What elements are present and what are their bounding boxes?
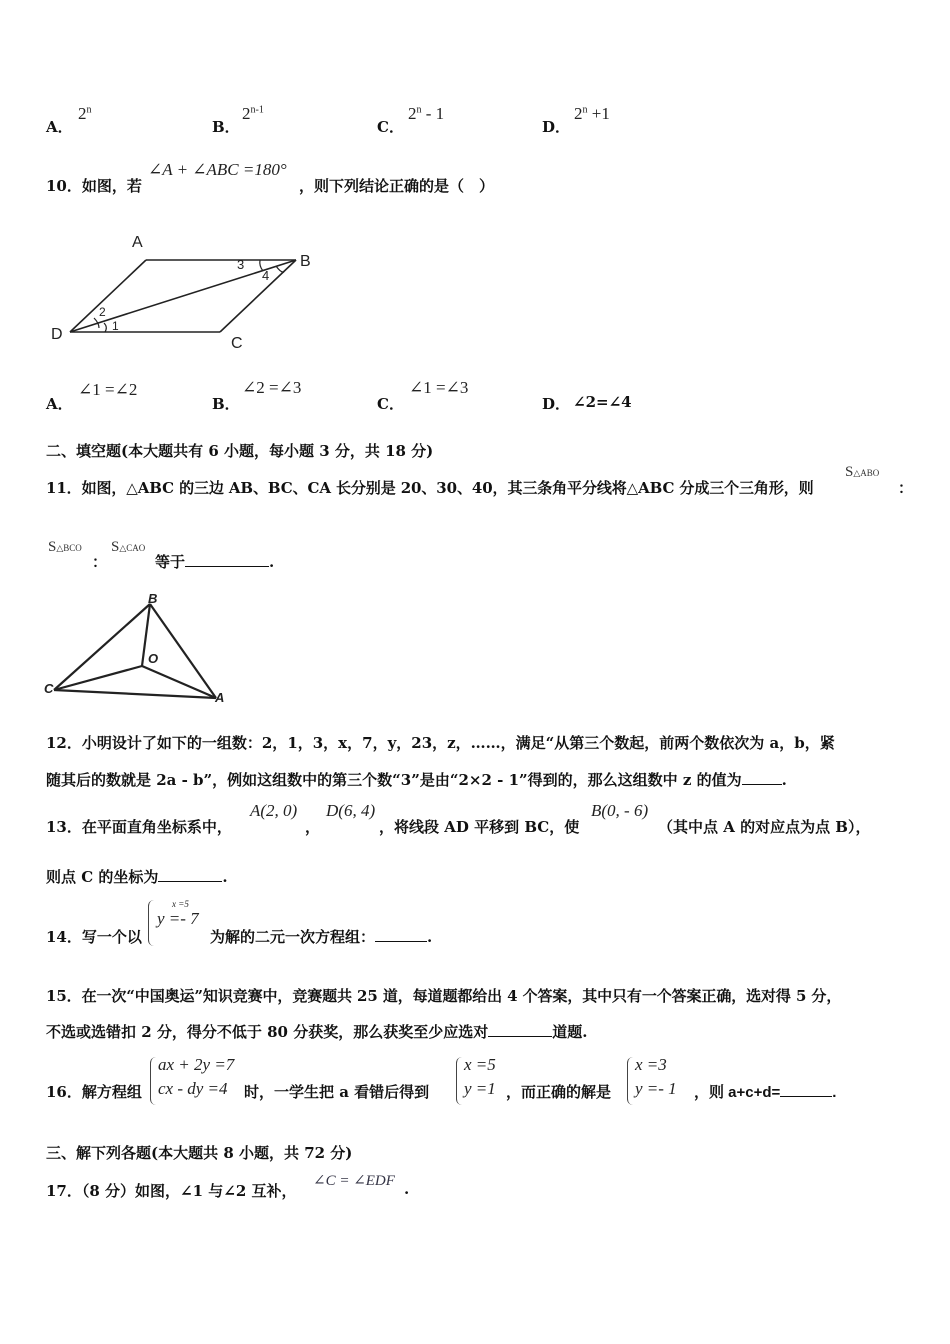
q10-option-b-text: ∠2 =∠3	[242, 378, 302, 397]
q12-answer-blank[interactable]	[742, 771, 782, 785]
q11-area-cao: S△CAO	[111, 539, 146, 555]
q13-line2: 则点 C 的坐标为 .	[46, 868, 228, 886]
q11-answer-blank[interactable]	[185, 553, 269, 567]
q16-mid2: ，而正确的解是	[506, 1083, 612, 1101]
vertex-b: B	[148, 591, 158, 606]
q9-option-c-label: C．	[377, 118, 404, 136]
q16-right-y: y =- 1	[635, 1079, 677, 1098]
vertex-c: C	[44, 681, 54, 696]
q16-wrong-y: y =1	[464, 1079, 496, 1098]
q14-answer-blank[interactable]	[375, 928, 427, 942]
vertex-a: A	[132, 234, 143, 251]
q14-brace	[148, 900, 155, 946]
q16-eq2: cx - dy =4	[158, 1079, 228, 1098]
q11-area-bco: S△BCO	[48, 539, 82, 555]
q12-line1: 12．小明设计了如下的一组数：2，1，3，x，7，y，23，z，……，满足“从第三个数起，前两个数依次为 a，b，紧	[46, 734, 835, 752]
q13-point-a: A(2, 0)	[250, 801, 298, 820]
q16-wrong-solution	[464, 1053, 496, 1101]
q10-suffix: ，则下列结论正确的是（ ）	[299, 177, 495, 195]
q13-comma: ，	[305, 818, 321, 836]
q9-option-b-label: B．	[212, 118, 240, 136]
q10-option-c-text: ∠1 =∠3	[409, 378, 469, 397]
q10-option-a-label: A．	[46, 395, 73, 413]
q13-point-b: B(0, - 6)	[591, 801, 649, 820]
q14-system-bottom: y =- 7	[157, 909, 199, 928]
section-3-title: 三、解下列各题(本大题共 8 小题，共 72 分)	[46, 1144, 353, 1162]
vertex-c: C	[231, 335, 243, 352]
q9-option-d-expr: $2^n +1$	[574, 104, 610, 123]
q16-prefix: 16．解方程组	[46, 1083, 142, 1101]
q17-expr: ∠C = ∠EDF	[313, 1173, 395, 1189]
q9-option-d-label: D．	[542, 118, 571, 136]
q13-mid: ，将线段 AD 平移到 BC，使	[379, 818, 580, 836]
vertex-b: B	[300, 253, 311, 270]
q16-right-solution	[635, 1053, 677, 1101]
point-o: O	[148, 651, 159, 666]
q16-system	[158, 1053, 234, 1101]
q9-option-a-label: A．	[46, 118, 73, 136]
q15-answer-blank[interactable]	[488, 1023, 552, 1037]
side-da	[70, 260, 146, 332]
q12-line2: 随其后的数就是 2a - b”，例如这组数中的第三个数“3”是由“2×2 - 1”得到的，那么这组数中 z 的值为 .	[46, 771, 787, 789]
angle-4-arc	[276, 266, 284, 272]
side-ca	[54, 690, 216, 698]
q15-line1: 15．在一次“中国奥运”知识竞赛中，竞赛题共 25 道，每道题都给出 4 个答案，其中只有一个答案正确，选对得 5 分，	[46, 987, 842, 1005]
vertex-a: A	[215, 690, 225, 705]
q14-suffix: 为解的二元一次方程组： .	[210, 928, 433, 946]
q16-wrong-x: x =5	[464, 1055, 496, 1074]
q10-condition: ∠A + ∠ABC =180°	[148, 160, 287, 179]
q11-area-abo: S△ABO	[845, 464, 880, 480]
q16-suffix: ，则 a+c+d= .	[694, 1084, 837, 1101]
q10-option-b-label: B．	[212, 395, 240, 413]
q13-suffix: （其中点 A 的对应点为点 B），	[658, 818, 871, 836]
angle-1-arc	[104, 323, 106, 332]
q17-prefix: 17．（8 分）如图，∠1 与∠2 互补，	[46, 1182, 297, 1200]
q10-option-d-label: D．	[542, 395, 571, 413]
q11-colon-2: ：	[92, 553, 108, 571]
angle-4-label: 4	[262, 268, 270, 283]
q10-option-a-text: ∠1 =∠2	[78, 380, 138, 399]
q13-point-d: D(6, 4)	[326, 801, 376, 820]
vertex-d: D	[51, 326, 63, 343]
q14-prefix: 14．写一个以	[46, 928, 142, 946]
angle-2-label: 2	[99, 305, 106, 319]
q9-option-b-expr: 2$^{n-1}$	[242, 104, 264, 123]
q16-eq1: ax + 2y =7	[158, 1055, 235, 1074]
section-2-title: 二、填空题(本大题共有 6 小题，每小题 3 分，共 18 分)	[46, 442, 434, 460]
angle-1-label: 1	[112, 319, 119, 333]
q16-mid1: 时，一学生把 a 看错后得到	[244, 1083, 430, 1101]
q11-tail: 等于 .	[155, 553, 275, 571]
side-bc	[220, 260, 296, 332]
q16-right-brace	[627, 1057, 634, 1105]
q13-prefix: 13．在平面直角坐标系中，	[46, 818, 232, 836]
q11-line1: 11．如图，△ABC 的三边 AB、BC、CA 长分别是 20、30、40，其三条角平分线将△ABC 分成三个三角形，则	[46, 479, 814, 497]
q9-option-a-expr: 2$^n$	[78, 104, 92, 123]
q10-option-d-text: ∠2=∠4	[573, 393, 632, 411]
q10-parallelogram-figure	[44, 228, 334, 354]
q10-option-c-label: C．	[377, 395, 404, 413]
q13-answer-blank[interactable]	[158, 868, 222, 882]
q16-right-x: x =3	[635, 1055, 667, 1074]
q17-end: .	[404, 1180, 410, 1198]
q14-system-top: x =5	[172, 899, 189, 909]
q15-line2: 不选或选错扣 2 分，得分不低于 80 分获奖，那么获奖至少应选对 道题.	[46, 1023, 588, 1041]
q11-colon-1: ：	[898, 479, 914, 497]
q11-triangle-figure	[44, 590, 228, 706]
q16-answer-blank[interactable]	[780, 1083, 832, 1097]
q16-system-brace	[150, 1057, 157, 1105]
q16-wrong-brace	[456, 1057, 463, 1105]
q9-option-c-expr: 2$^n$ - 1	[408, 104, 445, 123]
q10-prefix: 10．如图，若	[46, 177, 142, 195]
angle-3-label: 3	[237, 257, 245, 272]
